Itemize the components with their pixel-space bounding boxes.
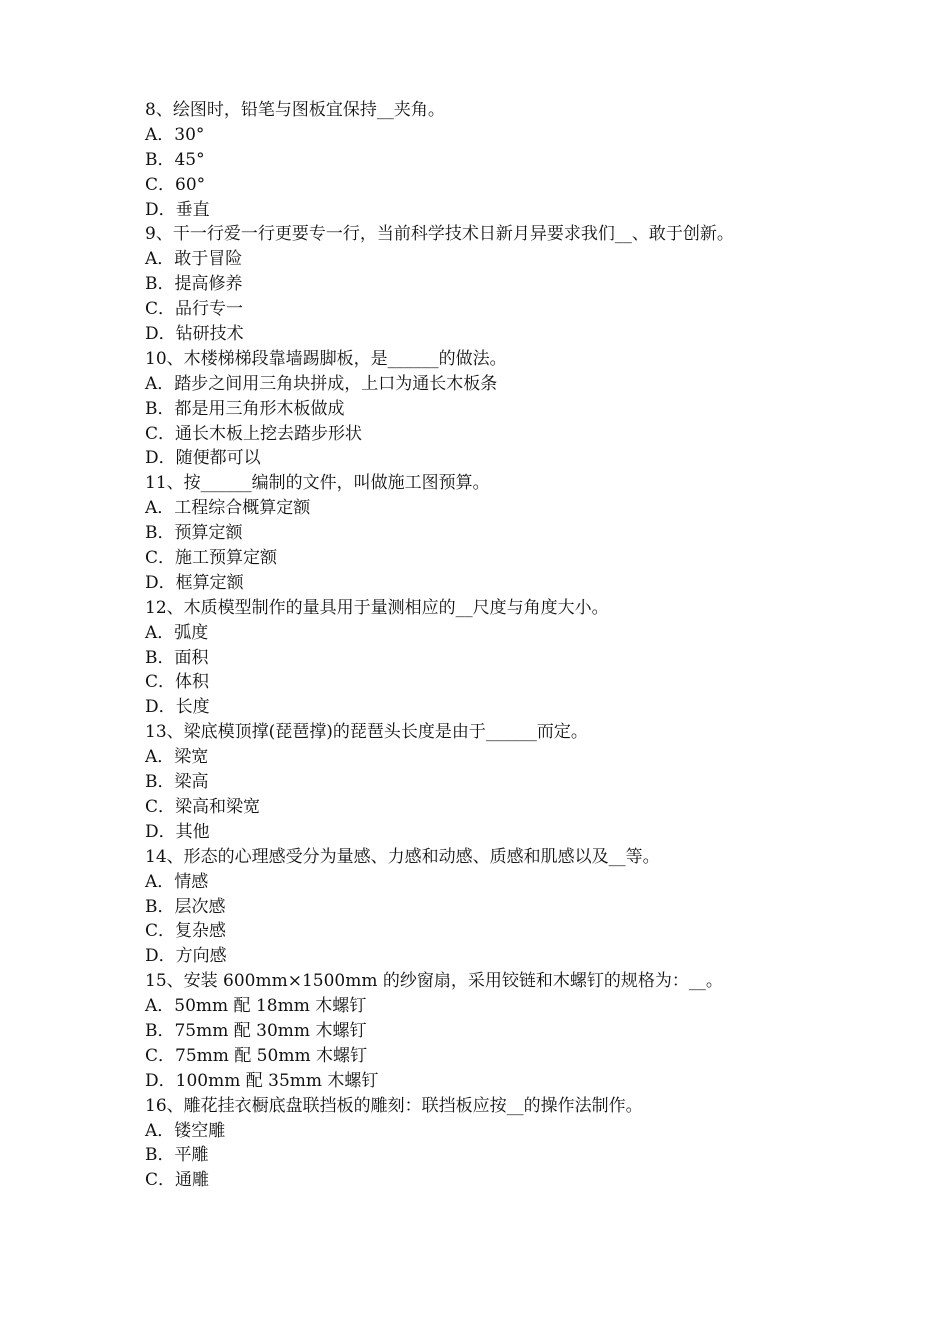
question-stem: 11、按______编制的文件，叫做施工图预算。	[145, 473, 490, 494]
option-d: D．方向感	[145, 946, 227, 967]
option-d: D．钻研技术	[145, 324, 244, 345]
question-stem: 16、雕花挂衣橱底盘联挡板的雕刻：联挡板应按__的操作法制作。	[145, 1095, 643, 1116]
option-d: D．长度	[145, 697, 210, 718]
option-c: C．品行专一	[145, 299, 244, 320]
question-stem: 13、梁底模顶撑(琵琶撑)的琵琶头长度是由于______而定。	[145, 722, 588, 743]
option-a: A．50mm 配 18mm 木螺钉	[145, 996, 367, 1017]
option-c: C．75mm 配 50mm 木螺钉	[145, 1045, 367, 1066]
question-14	[145, 845, 845, 969]
option-c: C．梁高和梁宽	[145, 796, 261, 817]
question-9	[145, 222, 845, 346]
option-a: A．梁宽	[145, 747, 209, 768]
option-c: C．体积	[145, 672, 210, 693]
question-stem: 8、绘图时，铅笔与图板宜保持__夹角。	[145, 100, 445, 120]
option-a: A．敢于冒险	[145, 249, 243, 270]
option-a: A．30°	[145, 124, 205, 145]
question-stem: 14、形态的心理感受分为量感、力感和动感、质感和肌感以及__等。	[145, 846, 660, 867]
question-stem: 10、木楼梯梯段靠墙踢脚板，是______的做法。	[145, 348, 507, 369]
option-d: D．随便都可以	[145, 448, 261, 469]
option-b: B．层次感	[145, 896, 226, 917]
option-b: B．预算定额	[145, 523, 243, 544]
question-list	[145, 98, 845, 1193]
question-stem: 15、安装 600mm×1500mm 的纱窗扇，采用铰链和木螺钉的规格为：__。	[145, 971, 723, 992]
option-a: A．工程综合概算定额	[145, 498, 311, 519]
question-11	[145, 471, 845, 595]
option-c: C．60°	[145, 174, 206, 195]
question-12	[145, 596, 845, 720]
option-a: A．情感	[145, 871, 209, 892]
option-d: D．其他	[145, 821, 210, 842]
question-15	[145, 969, 845, 1093]
option-a: A．镂空雕	[145, 1120, 226, 1141]
option-c: C．通长木板上挖去踏步形状	[145, 423, 363, 444]
question-13	[145, 720, 845, 844]
option-c: C．复杂感	[145, 921, 227, 942]
question-10	[145, 347, 845, 471]
option-b: B．提高修养	[145, 274, 243, 295]
option-d: D．100mm 配 35mm 木螺钉	[145, 1070, 379, 1091]
option-a: A．踏步之间用三角块拼成，上口为通长木板条	[145, 373, 498, 394]
option-d: D．框算定额	[145, 572, 244, 593]
option-b: B．平雕	[145, 1145, 209, 1166]
option-b: B．45°	[145, 149, 205, 170]
question-stem: 9、干一行爱一行更要专一行，当前科学技术日新月异要求我们__、敢于创新。	[145, 224, 734, 245]
option-c: C．施工预算定额	[145, 548, 278, 569]
question-stem: 12、木质模型制作的量具用于量测相应的__尺度与角度大小。	[145, 597, 609, 618]
option-b: B．都是用三角形木板做成	[145, 398, 345, 419]
option-b: B．面积	[145, 647, 209, 668]
option-b: B．梁高	[145, 772, 209, 793]
question-8	[145, 98, 845, 222]
option-d: D．垂直	[145, 199, 210, 220]
option-c: C．通雕	[145, 1170, 210, 1191]
option-b: B．75mm 配 30mm 木螺钉	[145, 1020, 367, 1041]
question-16	[145, 1094, 845, 1194]
option-a: A．弧度	[145, 622, 209, 643]
